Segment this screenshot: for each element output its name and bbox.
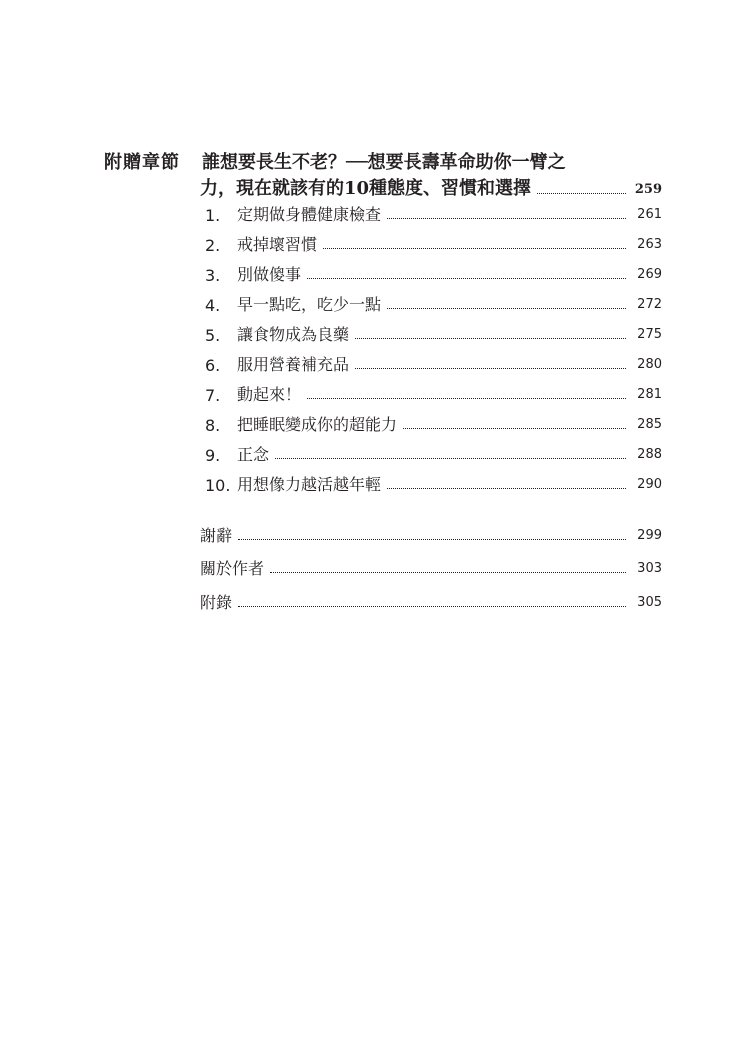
page-number: 281 bbox=[637, 387, 662, 402]
chapter-label: 附贈章節 bbox=[104, 152, 180, 173]
chapter-title-line1: 誰想要長生不老？──想要長壽革命助你一臂之 bbox=[202, 152, 566, 173]
entry-title: 別做傻事 bbox=[237, 265, 302, 284]
entry-number: 4. bbox=[205, 296, 221, 315]
dot-leader bbox=[307, 277, 626, 279]
toc-entry[interactable] bbox=[205, 411, 662, 435]
dot-leader bbox=[387, 307, 626, 309]
entry-number: 3. bbox=[205, 266, 221, 285]
page-number: 263 bbox=[637, 237, 662, 252]
entry-number: 9. bbox=[205, 446, 221, 465]
entry-number: 2. bbox=[205, 236, 221, 255]
dot-leader bbox=[387, 217, 626, 219]
entry-title: 早一點吃，吃少一點 bbox=[237, 295, 382, 314]
toc-entry[interactable] bbox=[205, 471, 662, 495]
dot-leader bbox=[323, 247, 626, 249]
toc-entry[interactable] bbox=[205, 381, 662, 405]
entry-title: 用想像力越活越年輕 bbox=[237, 475, 382, 494]
entry-title: 戒掉壞習慣 bbox=[237, 235, 318, 254]
toc-entry[interactable] bbox=[205, 321, 662, 345]
toc-entry[interactable] bbox=[205, 351, 662, 375]
dot-leader bbox=[238, 538, 626, 540]
entry-number: 10. bbox=[205, 476, 231, 495]
page-number: 303 bbox=[637, 561, 662, 576]
dot-leader bbox=[307, 397, 626, 399]
page-number: 261 bbox=[637, 207, 662, 222]
page-number: 305 bbox=[637, 595, 662, 610]
page-number: 275 bbox=[637, 327, 662, 342]
page-number: 272 bbox=[637, 297, 662, 312]
entry-title: 讓食物成為良藥 bbox=[237, 325, 350, 344]
chapter-title-line2: 力，現在就該有的10種態度、習慣和選擇 bbox=[200, 178, 532, 199]
entry-title: 把睡眠變成你的超能力 bbox=[237, 415, 398, 434]
entry-title: 定期做身體健康檢查 bbox=[237, 205, 382, 224]
page-number: 288 bbox=[637, 447, 662, 462]
dot-leader bbox=[355, 337, 626, 339]
entry-number: 6. bbox=[205, 356, 221, 375]
dot-leader bbox=[387, 487, 626, 489]
page-number: 290 bbox=[637, 477, 662, 492]
toc-entry[interactable] bbox=[205, 201, 662, 225]
page-number: 269 bbox=[637, 267, 662, 282]
dot-leader bbox=[403, 427, 626, 429]
entry-number: 7. bbox=[205, 386, 221, 405]
toc-entry-about-author[interactable] bbox=[200, 555, 662, 579]
entry-title: 動起來！ bbox=[237, 385, 302, 404]
toc-entry-appendix[interactable] bbox=[200, 589, 662, 613]
entry-number: 8. bbox=[205, 416, 221, 435]
toc-entry[interactable] bbox=[205, 231, 662, 255]
toc-entry[interactable] bbox=[205, 261, 662, 285]
entry-number: 5. bbox=[205, 326, 221, 345]
entry-title: 關於作者 bbox=[200, 559, 265, 578]
dot-leader bbox=[537, 192, 626, 194]
entry-title: 附錄 bbox=[200, 593, 233, 612]
entry-title: 謝辭 bbox=[200, 526, 233, 545]
page-number: 259 bbox=[634, 182, 662, 197]
entry-title: 正念 bbox=[237, 445, 270, 464]
page-number: 280 bbox=[637, 357, 662, 372]
entry-number: 1. bbox=[205, 206, 221, 225]
toc-entry[interactable] bbox=[205, 291, 662, 315]
toc-entry-acknowledgements[interactable] bbox=[200, 522, 662, 546]
entry-title: 服用營養補充品 bbox=[237, 355, 350, 374]
page-number: 299 bbox=[637, 528, 662, 543]
dot-leader bbox=[355, 367, 626, 369]
toc-entry[interactable] bbox=[205, 441, 662, 465]
dot-leader bbox=[275, 457, 626, 459]
dot-leader bbox=[238, 605, 626, 607]
chapter-title-row[interactable] bbox=[200, 174, 662, 200]
page-number: 285 bbox=[637, 417, 662, 432]
dot-leader bbox=[270, 571, 626, 573]
